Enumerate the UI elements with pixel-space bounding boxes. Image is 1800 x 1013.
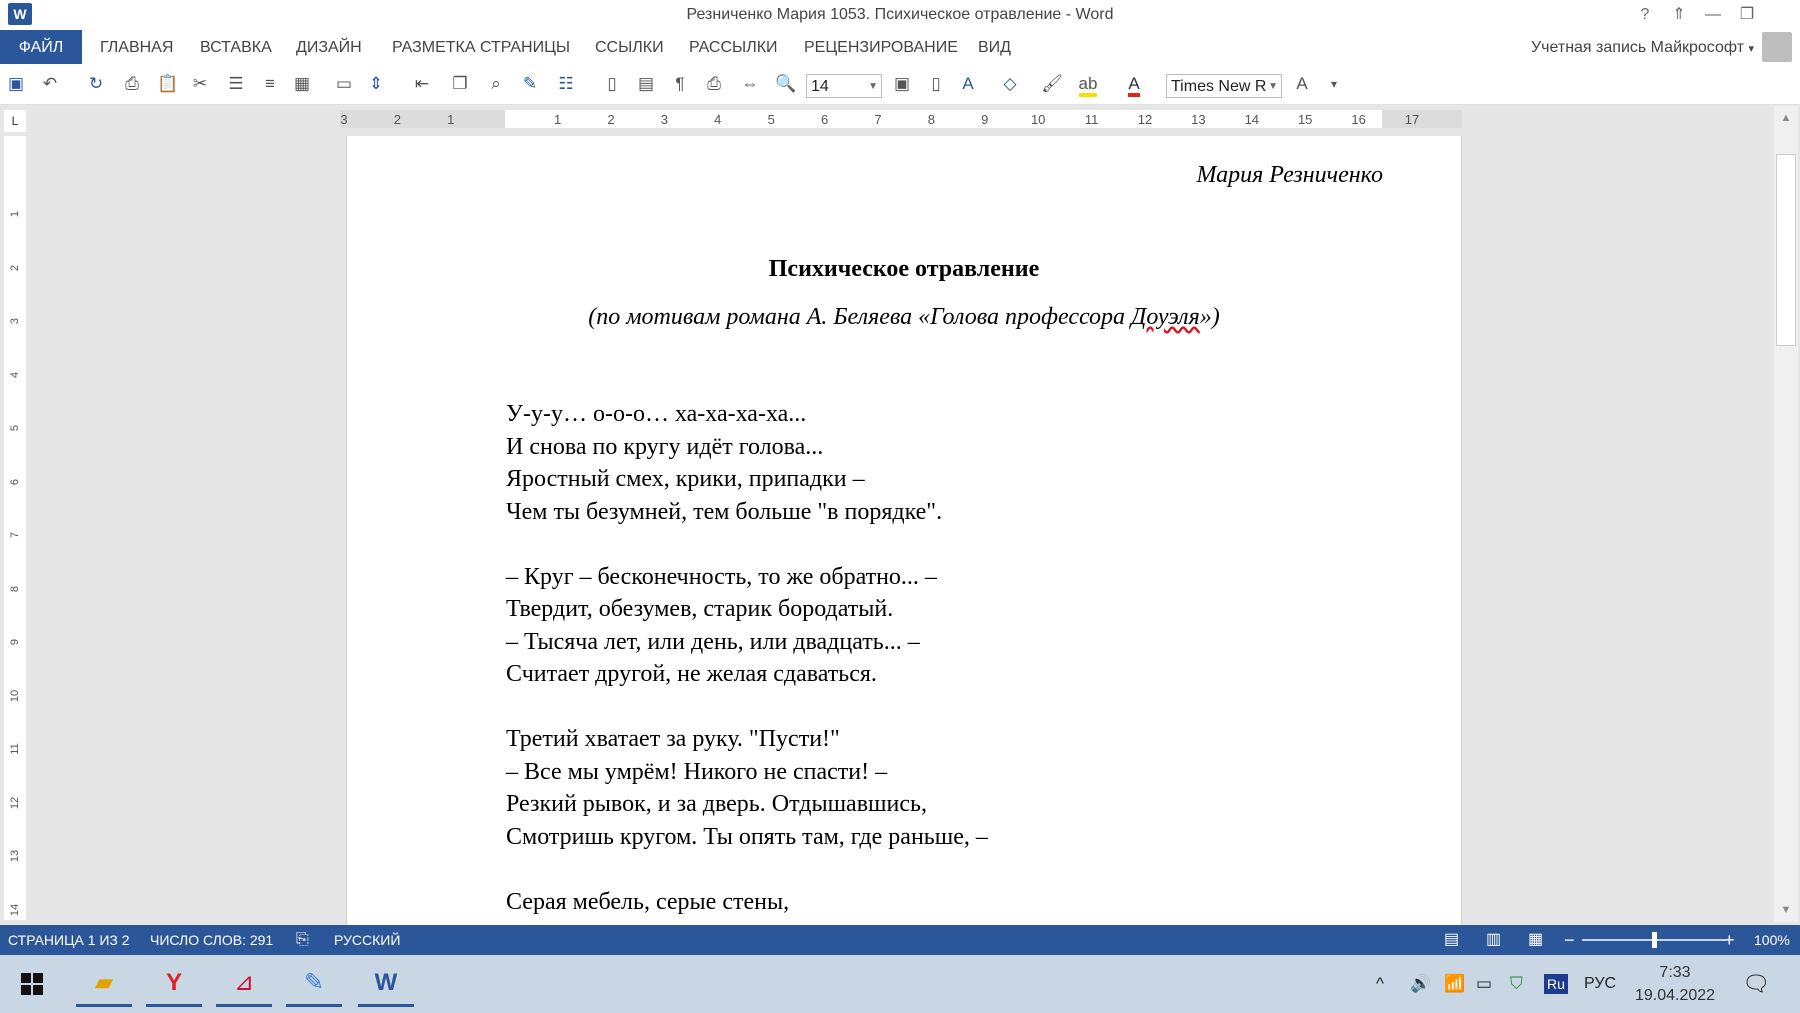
clock[interactable]	[1634, 961, 1716, 1007]
ru-badge: Ru	[1544, 974, 1568, 994]
ruler-number: 9	[981, 112, 989, 127]
stanza	[506, 398, 988, 528]
ruler-number: 2	[393, 112, 401, 127]
title-bar	[0, 0, 1800, 30]
ruler-number: 16	[1351, 112, 1366, 127]
proofing-icon[interactable]: ⎘	[296, 931, 309, 948]
align-center-icon[interactable]: ≡	[265, 74, 275, 93]
picture-icon[interactable]: ▣	[893, 74, 911, 93]
ruler-number: 14	[9, 903, 21, 916]
ruler-number: 1	[553, 112, 562, 127]
edit-icon[interactable]: ✎	[522, 74, 538, 93]
yandex-browser-icon[interactable]: Y	[146, 961, 202, 1007]
tab-view[interactable]: ВИД	[978, 39, 1012, 56]
text-box-icon[interactable]: ▭	[335, 74, 353, 93]
ribbon-display-options-button[interactable]: ⇑	[1672, 6, 1686, 23]
poem-line: – Круг – бесконечность, то же обратно... –	[506, 563, 937, 590]
ruler-number: 1	[447, 112, 455, 127]
paint-icon[interactable]: ✎	[286, 961, 342, 1007]
avatar[interactable]	[1762, 32, 1792, 62]
scroll-thumb[interactable]	[1776, 154, 1796, 346]
poem-line: – Все мы умрём! Никого не спасти! –	[506, 758, 888, 785]
ruler-number: 12	[1137, 112, 1153, 127]
line-spacing-icon[interactable]: ⇕	[368, 74, 384, 93]
format-painter-icon[interactable]: 🖌	[1041, 74, 1063, 93]
poem-line: Серая мебель, серые стены,	[506, 888, 790, 915]
tab-page-layout[interactable]: РАЗМЕТКА СТРАНИЦЫ	[392, 39, 571, 56]
ruler-number: 4	[714, 112, 722, 127]
security-shield-icon[interactable]: ⛉	[1510, 974, 1523, 993]
minimize-button[interactable]: —	[1705, 6, 1721, 23]
font-color-icon[interactable]: A	[1122, 72, 1146, 96]
author-line: Мария Резниченко	[1196, 162, 1383, 188]
zoom-level[interactable]: 100%	[1754, 932, 1790, 948]
ruler-number: 7	[874, 112, 882, 127]
paragraph-icon[interactable]: ¶	[675, 74, 685, 93]
ruler-number: 15	[1297, 112, 1313, 127]
restore-button[interactable]: ❐	[1739, 6, 1755, 23]
ruler-number: 10	[9, 689, 21, 702]
ruler-number: 1	[9, 210, 21, 218]
account-label: Учетная запись Майкрософт	[1531, 39, 1745, 56]
subtitle-text: (по мотивам романа А. Беляева «Голова профессора	[588, 304, 1132, 330]
poem-line: Чем ты безумней, тем больше "в порядке".	[506, 498, 943, 525]
ruler-number: 3	[9, 317, 21, 325]
chevron-down-icon: ▼	[1268, 81, 1278, 92]
fit-icon[interactable]: ⇔	[741, 74, 759, 93]
file-explorer-icon[interactable]: ▰	[76, 961, 132, 1007]
ruler-number: 12	[9, 796, 21, 809]
ruler-number: 8	[9, 585, 21, 592]
tab-selector[interactable]: L	[4, 110, 26, 132]
ruler-number: 11	[1084, 112, 1099, 127]
font-size-value: 14	[811, 78, 829, 95]
ruler-margin-left	[340, 110, 505, 128]
poem-line: Яростный смех, крики, припадки –	[506, 466, 865, 492]
tab-mailings[interactable]: РАССЫЛКИ	[689, 39, 778, 56]
language-indicator[interactable]: РУССКИЙ	[334, 932, 401, 948]
ruler-number: 4	[9, 371, 21, 378]
poem-line: И снова по кругу идёт голова...	[506, 433, 824, 460]
tab-insert[interactable]: ВСТАВКА	[200, 39, 272, 56]
zoom-slider[interactable]	[1582, 939, 1726, 941]
text-effects-icon[interactable]: A	[962, 74, 974, 93]
open-icon[interactable]: ▤	[637, 74, 655, 93]
poem-line: Резкий рывок, и за дверь. Отдышавшись,	[506, 791, 927, 817]
customize-toolbar-button[interactable]: ▾	[1330, 77, 1338, 91]
status-bar	[0, 925, 1800, 955]
input-language[interactable]: РУС	[1584, 975, 1617, 992]
poem-body	[506, 398, 988, 926]
document-page[interactable]	[346, 136, 1462, 926]
account-menu[interactable]	[1531, 30, 1754, 67]
document-icon[interactable]: ▯	[607, 74, 617, 93]
numbering-icon[interactable]: ☷	[558, 74, 574, 93]
subtitle-end: »)	[1199, 304, 1220, 330]
font-name-select[interactable]	[1166, 74, 1282, 98]
poem-line: Третий хватает за руку. "Пусти!"	[506, 726, 840, 752]
poem-line: – Тысяча лет, или день, или двадцать... –	[506, 628, 920, 655]
print-layout-icon[interactable]: ▥	[1486, 931, 1502, 948]
stanza	[506, 723, 988, 853]
notifications-icon[interactable]: 🗨	[1742, 971, 1770, 996]
zoom-in-button[interactable]: +	[1724, 930, 1735, 950]
ruler-number: 7	[9, 531, 21, 539]
vertical-scrollbar[interactable]	[1774, 106, 1798, 922]
find-icon[interactable]: ⌕	[491, 74, 501, 93]
tab-references[interactable]: ССЫЛКИ	[595, 39, 664, 56]
ruler-margin-right	[1382, 110, 1462, 128]
document-heading: Психическое отравление	[768, 256, 1040, 282]
save-icon[interactable]: ▣	[7, 74, 25, 93]
shapes-icon[interactable]: ◇	[1003, 74, 1017, 93]
ruler-number: 8	[927, 112, 935, 127]
clock-time: 7:33	[1659, 964, 1691, 981]
print-preview-icon[interactable]: ⎙	[707, 74, 721, 93]
taskbar	[0, 955, 1800, 1013]
quick-print-icon[interactable]: ⎙	[125, 74, 139, 93]
copy-icon[interactable]: ❐	[452, 74, 468, 93]
poem-line: Считает другой, не желая сдаваться.	[506, 661, 877, 687]
language-badge[interactable]	[1544, 955, 1568, 1013]
zoom-out-button[interactable]: −	[1564, 930, 1575, 950]
ruler-number: 10	[1030, 112, 1046, 127]
word-count[interactable]: ЧИСЛО СЛОВ: 291	[150, 932, 274, 948]
tab-review[interactable]: РЕЦЕНЗИРОВАНИЕ	[804, 39, 958, 56]
ruler-number: 3	[660, 112, 668, 127]
tab-home[interactable]: ГЛАВНАЯ	[100, 39, 174, 56]
acrobat-icon[interactable]: ⊿	[216, 961, 272, 1007]
window-title: Резниченко Мария 1053. Психическое отравление - Word	[686, 6, 1114, 23]
horizontal-ruler[interactable]	[340, 106, 1462, 132]
poem-line: Твердит, обезумев, старик бородатый.	[506, 596, 894, 622]
decrease-indent-icon[interactable]: ⇤	[414, 74, 430, 93]
scroll-down-icon[interactable]: ▼	[1780, 904, 1792, 916]
tab-file[interactable]: ФАЙЛ	[0, 30, 82, 64]
quick-toolbar	[0, 64, 1800, 105]
redo-icon[interactable]: ↻	[88, 74, 104, 93]
ruler-number: 9	[9, 638, 21, 646]
ruler-number: 6	[9, 478, 21, 485]
read-mode-icon[interactable]: ▤	[1444, 931, 1460, 948]
document-subtitle	[347, 304, 1461, 331]
page-count[interactable]: СТРАНИЦА 1 ИЗ 2	[8, 932, 130, 948]
tray-overflow-icon[interactable]: ^	[1376, 974, 1384, 993]
chevron-down-icon: ▾	[1748, 43, 1754, 55]
ruler-number: 3	[340, 112, 348, 127]
undo-icon[interactable]: ↶	[42, 74, 58, 93]
poem-line: У-у-у… о-о-о… ха-ха-ха-ха...	[506, 401, 807, 427]
clock-date: 19.04.2022	[1634, 987, 1716, 1004]
ruler-number: 6	[820, 112, 829, 127]
ruler-number: 2	[607, 112, 615, 127]
misspelled-word[interactable]: Доуэля	[1131, 304, 1200, 330]
cut-icon[interactable]: ✂	[192, 74, 208, 93]
grow-font-button[interactable]: A	[1296, 74, 1308, 93]
highlight-icon[interactable]: ab	[1076, 72, 1100, 96]
zoom-icon[interactable]: 🔍	[775, 74, 797, 93]
stanza	[506, 561, 988, 691]
ruler-number: 14	[1244, 112, 1260, 127]
stanza	[506, 886, 988, 919]
poem-line: Смотришь кругом. Ты опять там, где раньше, –	[506, 823, 988, 850]
font-name-value: Times New R	[1171, 78, 1267, 95]
ribbon-tabs	[0, 30, 1800, 64]
ruler-number: 13	[9, 849, 21, 863]
ruler-number: 17	[1404, 112, 1420, 127]
align-left-icon[interactable]: ☰	[228, 74, 244, 93]
network-icon[interactable]: ▭	[1476, 974, 1493, 993]
new-page-icon[interactable]: ▯	[931, 74, 941, 93]
web-layout-icon[interactable]: ▦	[1528, 931, 1544, 948]
chevron-down-icon: ▼	[868, 81, 878, 92]
start-icon[interactable]	[4, 961, 60, 1007]
help-button[interactable]: ?	[1640, 6, 1650, 23]
wifi-icon[interactable]: 📶	[1444, 974, 1466, 993]
paste-icon[interactable]: 📋	[157, 74, 179, 93]
volume-icon[interactable]: 🔊	[1410, 974, 1432, 993]
ruler-number: 2	[9, 264, 21, 271]
table-icon[interactable]: ▦	[293, 74, 311, 93]
word-app-icon[interactable]: W	[8, 3, 32, 25]
word-icon[interactable]: W	[358, 961, 414, 1007]
tab-design[interactable]: ДИЗАЙН	[296, 39, 362, 56]
ruler-number: 13	[1191, 112, 1206, 127]
vertical-ruler[interactable]	[4, 136, 26, 920]
ruler-number: 5	[9, 424, 21, 432]
scroll-up-icon[interactable]: ▲	[1780, 112, 1792, 124]
ruler-number: 11	[9, 743, 21, 755]
font-size-select[interactable]	[806, 74, 882, 98]
ruler-number: 5	[767, 112, 775, 127]
zoom-slider-thumb[interactable]	[1652, 932, 1657, 948]
